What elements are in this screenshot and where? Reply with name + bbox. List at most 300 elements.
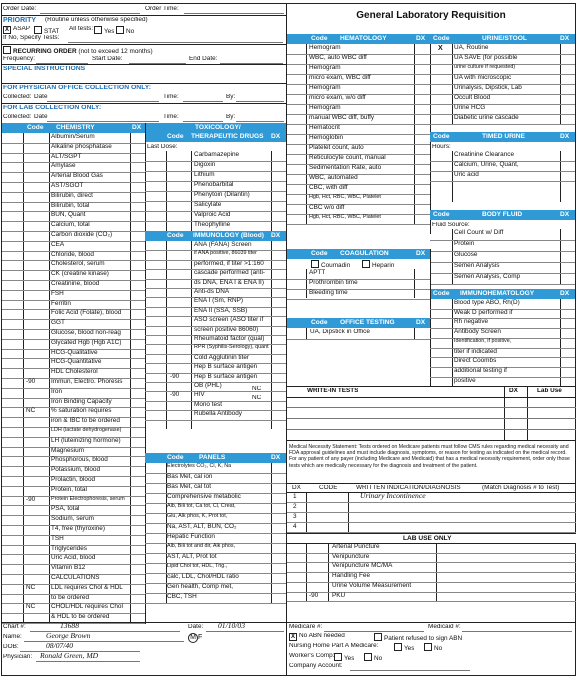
timed-urine-item-label: Calcium, Urine, Quant,	[454, 161, 519, 168]
urine-item[interactable]	[430, 54, 575, 64]
write-in-title: WRITE-IN TESTS	[307, 388, 359, 394]
no-checkbox[interactable]	[116, 26, 124, 34]
immunology-item-label: Rubella Antibody	[194, 410, 242, 418]
immunology-item[interactable]	[145, 391, 286, 400]
chemistry-item-code: NC	[26, 583, 36, 591]
medicaid-line[interactable]	[462, 631, 572, 632]
urine-item-label: Urine HCG	[454, 104, 486, 111]
immunohematology-item[interactable]	[430, 348, 575, 358]
sex-selector[interactable]	[188, 633, 202, 643]
lab-use-item-label: PKU	[332, 591, 346, 599]
urine-item[interactable]	[430, 94, 575, 104]
urine-item-label: Urinalysis, Dipstick, Lab	[454, 84, 522, 91]
chemistry-item[interactable]	[2, 221, 145, 231]
hematology-item[interactable]	[287, 174, 430, 184]
chemistry-item[interactable]	[2, 554, 145, 564]
chemistry-item[interactable]	[2, 496, 145, 506]
chemistry-item[interactable]	[2, 153, 145, 163]
immunology-item[interactable]	[145, 241, 286, 250]
lab-use-item[interactable]	[287, 543, 576, 553]
immunohematology-item[interactable]	[430, 377, 575, 387]
immunology-header	[145, 231, 286, 241]
hematology-item[interactable]	[287, 184, 430, 194]
stat-option[interactable]	[34, 26, 59, 35]
office-col-line	[414, 328, 415, 339]
diagnosis-row[interactable]	[287, 492, 576, 502]
fluid-title: BODY FLUID	[482, 211, 523, 218]
yes-checkbox[interactable]	[94, 26, 102, 34]
panel-item[interactable]	[145, 473, 286, 483]
refused-abn-option[interactable]	[374, 633, 462, 642]
chemistry-item-label: Creatinine, blood	[51, 280, 100, 287]
rule	[1, 83, 286, 84]
all-tests-no[interactable]	[116, 26, 134, 35]
immunohematology-item[interactable]	[430, 299, 575, 309]
chemistry-item[interactable]	[2, 143, 145, 153]
panel-item[interactable]	[145, 563, 286, 573]
panels-header	[145, 453, 286, 463]
row-divider	[287, 601, 576, 602]
chemistry-item[interactable]	[2, 172, 145, 182]
rule	[1, 15, 286, 16]
rule	[287, 440, 576, 441]
timed-urine-item[interactable]	[430, 171, 575, 181]
lab-use-item[interactable]	[287, 582, 576, 592]
hematology-item[interactable]	[287, 84, 430, 94]
write-in-row[interactable]	[287, 429, 576, 430]
body-fluid-item[interactable]	[430, 251, 575, 262]
toxicology-item[interactable]	[145, 221, 286, 231]
diagnosis-row[interactable]	[287, 522, 576, 532]
chemistry-item[interactable]	[2, 270, 145, 280]
panel-item-label: Bas Met, cal tot	[167, 483, 212, 490]
no-abn-mark: X	[290, 634, 295, 640]
write-in-col-line	[504, 386, 505, 440]
chemistry-item[interactable]	[2, 427, 145, 437]
chemistry-item[interactable]	[2, 525, 145, 535]
office-row[interactable]: UA, Dipstick in Office	[310, 329, 370, 335]
workers-yes[interactable]	[334, 653, 354, 662]
patient-date[interactable]: 01/10/03	[218, 622, 246, 630]
immunology-item[interactable]	[145, 326, 286, 335]
panel-item[interactable]	[145, 483, 286, 493]
sex-m-label: M	[190, 634, 196, 641]
chemistry-item[interactable]	[2, 476, 145, 486]
chemistry-item[interactable]	[2, 300, 145, 310]
nursing-no-checkbox[interactable]	[424, 643, 432, 651]
yes-label: Yes	[104, 28, 115, 35]
office-code-col: Code	[311, 319, 328, 326]
workers-comp-label: Worker's Comp:	[289, 653, 335, 659]
immunology-item[interactable]	[145, 307, 286, 316]
chart-number[interactable]: 13688	[60, 622, 79, 630]
urine-item[interactable]	[430, 64, 575, 74]
urine-dx-col: DX	[560, 35, 570, 42]
body-fluid-item[interactable]	[430, 229, 575, 240]
panels-title: PANELS	[199, 454, 226, 461]
urine-item[interactable]	[430, 114, 575, 124]
chemistry-item[interactable]	[2, 339, 145, 349]
chemistry-item[interactable]	[2, 358, 145, 368]
immunohematology-item[interactable]	[430, 367, 575, 377]
chemistry-item-label: Immun, Electro. Phoresis	[51, 378, 123, 385]
chemistry-item[interactable]	[2, 466, 145, 476]
chemistry-item[interactable]	[2, 211, 145, 221]
chemistry-item[interactable]	[2, 486, 145, 496]
hematology-item[interactable]	[287, 144, 430, 154]
panel-item[interactable]	[145, 463, 286, 473]
timed-title: TIMED URINE	[482, 133, 525, 140]
timed-urine-item[interactable]	[430, 161, 575, 171]
chemistry-item[interactable]	[2, 407, 145, 417]
workers-yes-label: Yes	[344, 655, 355, 662]
panel-item[interactable]	[145, 573, 286, 583]
priority-note: (Routine unless otherwise specified)	[45, 17, 148, 23]
chemistry-item-label: Protein Electrophoresis, serum	[51, 495, 125, 502]
chemistry-item[interactable]	[2, 349, 145, 359]
timed-dx-col: DX	[560, 133, 570, 140]
chemistry-item[interactable]	[2, 515, 145, 525]
immunology-item-label: Cold Agglutinin titer	[194, 353, 250, 361]
office-testing-header	[287, 318, 430, 328]
chemistry-item-label: CALCULATIONS	[51, 574, 100, 581]
toxicology-item[interactable]	[145, 151, 286, 161]
chemistry-item[interactable]	[2, 456, 145, 466]
urine-item[interactable]	[430, 44, 575, 54]
order-date-label: Order Date:	[3, 6, 37, 12]
company-account-line[interactable]	[350, 670, 470, 671]
all-tests-yes[interactable]	[94, 26, 114, 35]
hematology-item[interactable]	[287, 204, 430, 214]
chemistry-item[interactable]	[2, 280, 145, 290]
immunohematology-item[interactable]	[430, 318, 575, 328]
immunology-item[interactable]	[145, 401, 286, 410]
chemistry-item-label: Ferritin	[51, 299, 71, 307]
timed-code-col: Code	[433, 133, 450, 140]
immunology-item-label: Anti-ds DNA	[194, 288, 230, 295]
coumadin-checkbox[interactable]	[311, 260, 319, 268]
phys-by-line[interactable]	[236, 101, 284, 102]
toxicology-item[interactable]	[145, 161, 286, 171]
coagulation-item[interactable]	[287, 289, 430, 299]
immunology-item[interactable]	[145, 279, 286, 288]
hiv-nc-code: NC	[252, 395, 262, 401]
panel-item-label: Hepatic Function	[167, 533, 215, 540]
hematology-item-label: Hemogram	[309, 64, 341, 71]
chemistry-item[interactable]	[2, 368, 145, 378]
diagnosis-number: 2	[293, 503, 297, 510]
coagulation-item[interactable]	[287, 269, 430, 279]
phys-date-line[interactable]	[47, 101, 159, 102]
nursing-yes-checkbox[interactable]	[394, 643, 402, 651]
no-abn-label: No ABN needed	[299, 633, 345, 639]
hematology-header	[287, 34, 430, 44]
immunology-item[interactable]	[145, 316, 286, 325]
dob-label: DOB:	[3, 644, 19, 650]
immunology-item[interactable]	[145, 288, 286, 297]
chemistry-item[interactable]	[2, 603, 145, 613]
panel-item[interactable]	[145, 493, 286, 503]
panel-item[interactable]	[145, 503, 286, 513]
panel-item-label: calc, LDL, Chol/HDL ratio	[167, 573, 239, 580]
chemistry-item-label: to be ordered	[51, 593, 90, 601]
chemistry-item-label: Glycated Hgb (Hgb A1C)	[51, 338, 122, 346]
chemistry-item[interactable]	[2, 319, 145, 329]
chemistry-item[interactable]	[2, 309, 145, 319]
lab-use-item[interactable]	[287, 562, 576, 572]
recurring-option[interactable]	[3, 46, 153, 55]
lab-use-item-label: Venipuncture	[332, 552, 370, 560]
toxicology-item[interactable]	[145, 211, 286, 221]
coagulation-item-label: Prothrombin time	[309, 279, 358, 286]
immunology-item[interactable]	[145, 373, 286, 382]
body-fluid-item-label: Glucose	[454, 251, 478, 258]
row-divider	[287, 224, 430, 225]
urine-item[interactable]	[430, 74, 575, 84]
hematology-item[interactable]	[287, 124, 430, 134]
chemistry-item[interactable]	[2, 231, 145, 241]
toxicology-item[interactable]	[145, 191, 286, 201]
hematology-item-label: micro exam, WBC diff	[309, 74, 371, 81]
chemistry-item[interactable]	[2, 251, 145, 261]
hematology-item[interactable]	[287, 114, 430, 124]
body-fluid-item[interactable]	[430, 262, 575, 273]
heparin-checkbox[interactable]	[362, 260, 370, 268]
if-no-line[interactable]	[68, 42, 283, 43]
chemistry-item[interactable]	[2, 564, 145, 574]
patient-name[interactable]: George Brown	[46, 632, 91, 640]
hematology-item-label: Hemogram	[309, 84, 341, 91]
lab-use-item[interactable]	[287, 553, 576, 563]
chemistry-item[interactable]	[2, 329, 145, 339]
chemistry-item[interactable]	[2, 584, 145, 594]
immunology-item-label: ASO screen (ASO titer if	[194, 316, 264, 324]
diagnosis-row[interactable]	[287, 512, 576, 522]
hematology-item[interactable]	[287, 154, 430, 164]
stat-checkbox[interactable]	[34, 26, 42, 34]
hematology-item[interactable]	[287, 164, 430, 174]
chemistry-item[interactable]	[2, 388, 145, 398]
asap-check-mark: X	[4, 27, 9, 33]
chemistry-item[interactable]	[2, 378, 145, 388]
immunology-item[interactable]	[145, 260, 286, 269]
immunology-item[interactable]	[145, 382, 286, 391]
lab-by-line[interactable]	[236, 121, 284, 122]
write-in-row[interactable]	[287, 418, 576, 419]
immunohematology-item[interactable]	[430, 357, 575, 367]
chemistry-item[interactable]	[2, 417, 145, 427]
chemistry-item[interactable]	[2, 447, 145, 457]
toxicology-item-label: Theophylline	[194, 221, 231, 228]
chemistry-item[interactable]	[2, 437, 145, 447]
panel-item[interactable]	[145, 593, 286, 603]
chemistry-item-label: PSA, total	[51, 505, 80, 513]
row-divider	[287, 299, 430, 300]
body-fluid-item-label: Semen Analysis, Comp	[454, 273, 521, 280]
no-abn-checkbox[interactable]	[289, 633, 297, 641]
immunology-item[interactable]	[145, 363, 286, 372]
sex-female[interactable]: F	[198, 634, 203, 641]
chemistry-item[interactable]	[2, 505, 145, 515]
immunology-item-label: if ANA positive, 86039 titer	[194, 250, 257, 257]
panel-item[interactable]	[145, 523, 286, 533]
office-col-line	[306, 328, 307, 339]
lab-use-item-label: Arterial Puncture	[332, 543, 380, 550]
hematology-item[interactable]	[287, 44, 430, 54]
immunology-item[interactable]	[145, 410, 286, 419]
chemistry-item[interactable]	[2, 162, 145, 172]
heparin-option[interactable]	[362, 260, 394, 269]
panel-item[interactable]	[145, 553, 286, 563]
asap-checkbox[interactable]	[3, 26, 11, 34]
coagulation-item[interactable]	[287, 279, 430, 289]
diagnosis-row[interactable]	[287, 502, 576, 512]
urine-item[interactable]	[430, 84, 575, 94]
hematology-item[interactable]	[287, 194, 430, 204]
lab-date-line[interactable]	[47, 121, 159, 122]
panel-item[interactable]	[145, 513, 286, 523]
chemistry-item-label: Vitamin B12	[51, 564, 86, 572]
panel-item[interactable]	[145, 533, 286, 543]
nursing-yes[interactable]	[394, 643, 414, 652]
hematology-item[interactable]	[287, 94, 430, 104]
patient-dob[interactable]: 08/07/40	[46, 642, 74, 650]
lab-use-item-label: Urine Volume Measurement	[332, 581, 412, 589]
toxicology-item-label: Carbamazepine	[194, 151, 240, 158]
immunohematology-item[interactable]	[430, 338, 575, 348]
fluid-dx-col: DX	[560, 211, 570, 218]
chemistry-item[interactable]	[2, 574, 145, 584]
timed-urine-item[interactable]	[430, 151, 575, 161]
immunology-item[interactable]	[145, 250, 286, 259]
immunohematology-item-label: titer if indicated	[454, 347, 497, 355]
order-date-line[interactable]	[40, 13, 140, 14]
workers-no-label: No	[374, 655, 383, 662]
toxicology-item[interactable]	[145, 201, 286, 211]
chemistry-item[interactable]	[2, 260, 145, 270]
lab-time-line[interactable]	[183, 121, 223, 122]
medicare-line[interactable]	[324, 631, 424, 632]
immunohematology-item[interactable]	[430, 309, 575, 319]
workers-yes-checkbox[interactable]	[334, 653, 342, 661]
body-fluid-item[interactable]	[430, 273, 575, 284]
nursing-no-label: No	[434, 645, 443, 652]
office-dx-col: DX	[416, 319, 426, 326]
nursing-no[interactable]	[424, 643, 442, 652]
asap-label: ASAP	[13, 26, 31, 32]
chemistry-item[interactable]	[2, 241, 145, 251]
chemistry-item[interactable]	[2, 192, 145, 202]
toxicology-subtitle: THERAPEUTIC DRUGS	[191, 133, 264, 140]
panel-item-label: Na, AST, ALT, BUN, CO₂	[167, 523, 237, 530]
panel-item-label: AST, ALT, Prot tot	[167, 553, 217, 560]
immunohematology-item[interactable]	[430, 328, 575, 338]
body-fluid-item[interactable]	[430, 240, 575, 251]
chemistry-item-label: FSH	[51, 289, 64, 297]
chemistry-item-label: BUN, Quant	[51, 211, 86, 219]
chemistry-item-label: LDL requires Chol & HDL	[51, 583, 123, 591]
immunohem-dx-col: DX	[560, 290, 570, 297]
urine-item-label: Diabetic urine cascade	[454, 114, 519, 121]
rule	[287, 397, 576, 398]
lab-time-label: Time:	[163, 114, 179, 120]
write-in-row[interactable]	[287, 407, 576, 408]
physician-name[interactable]: Ronald Green, MD	[40, 652, 99, 660]
chemistry-item[interactable]	[2, 133, 145, 143]
ob-nc-code: NC	[252, 386, 262, 392]
hematology-item[interactable]	[287, 54, 430, 64]
hematology-dx-col: DX	[416, 35, 426, 42]
chemistry-item[interactable]	[2, 535, 145, 545]
rule	[1, 103, 286, 104]
toxicology-code-col: Code	[167, 133, 184, 140]
urine-item[interactable]	[430, 104, 575, 114]
lab-use-item[interactable]	[287, 572, 576, 582]
hematology-item[interactable]	[287, 134, 430, 144]
rule	[287, 483, 576, 484]
immunology-item[interactable]	[145, 354, 286, 363]
phys-time-line[interactable]	[183, 101, 223, 102]
chemistry-item[interactable]	[2, 202, 145, 212]
coagulation-item-label: Bleeding time	[309, 289, 348, 296]
sex-male[interactable]	[188, 633, 198, 643]
hematology-item[interactable]	[287, 64, 430, 74]
chemistry-header	[2, 123, 145, 133]
physician-line[interactable]	[36, 661, 140, 662]
hematology-item[interactable]	[287, 214, 430, 224]
chemistry-item[interactable]	[2, 182, 145, 192]
immunology-item[interactable]	[145, 335, 286, 344]
toxicology-item-label: Salicylate	[194, 201, 222, 208]
workers-no[interactable]	[364, 653, 382, 662]
immunology-item[interactable]	[145, 297, 286, 306]
hematology-item-label: CBC, with diff	[309, 184, 348, 191]
chemistry-item[interactable]	[2, 594, 145, 604]
recurring-checkbox[interactable]	[3, 46, 11, 54]
hematology-item[interactable]	[287, 104, 430, 114]
lab-collection-label: FOR LAB COLLECTION ONLY:	[3, 105, 102, 111]
toxicology-item[interactable]	[145, 171, 286, 181]
hematology-item-label: CBC w/o diff	[309, 204, 345, 211]
order-time-line[interactable]	[184, 13, 284, 14]
chemistry-item[interactable]	[2, 290, 145, 300]
chemistry-item[interactable]	[2, 398, 145, 408]
hematology-item-label: WBC, automated	[309, 174, 358, 181]
order-time-label: Order Time:	[145, 6, 179, 12]
panel-item[interactable]	[145, 543, 286, 553]
lab-use-item[interactable]	[287, 592, 576, 602]
date-line[interactable]	[206, 631, 284, 632]
panel-item[interactable]	[145, 583, 286, 593]
body-fluid-item-label: Cell Count w/ Diff	[454, 229, 504, 236]
immunology-item[interactable]	[145, 269, 286, 278]
asap-option[interactable]	[3, 26, 30, 34]
timed-urine-item-label: Uric acid	[454, 171, 479, 178]
no-abn-option[interactable]	[289, 633, 345, 641]
refused-abn-checkbox[interactable]	[374, 633, 382, 641]
toxicology-item[interactable]	[145, 181, 286, 191]
chemistry-item-label: % saturation requires	[51, 407, 112, 415]
chemistry-item[interactable]	[2, 545, 145, 555]
coumadin-option[interactable]	[311, 260, 350, 269]
chemistry-item-label: LDH (lactate dehydrogenase)	[51, 427, 122, 433]
immunohematology-item-label: Rh negative	[454, 318, 489, 326]
immunology-item[interactable]	[145, 344, 286, 353]
workers-no-checkbox[interactable]	[364, 653, 372, 661]
chemistry-item-label: Iron	[51, 387, 63, 395]
hematology-item[interactable]	[287, 74, 430, 84]
diagnosis-text[interactable]: Urinary Incontinence	[360, 492, 426, 500]
